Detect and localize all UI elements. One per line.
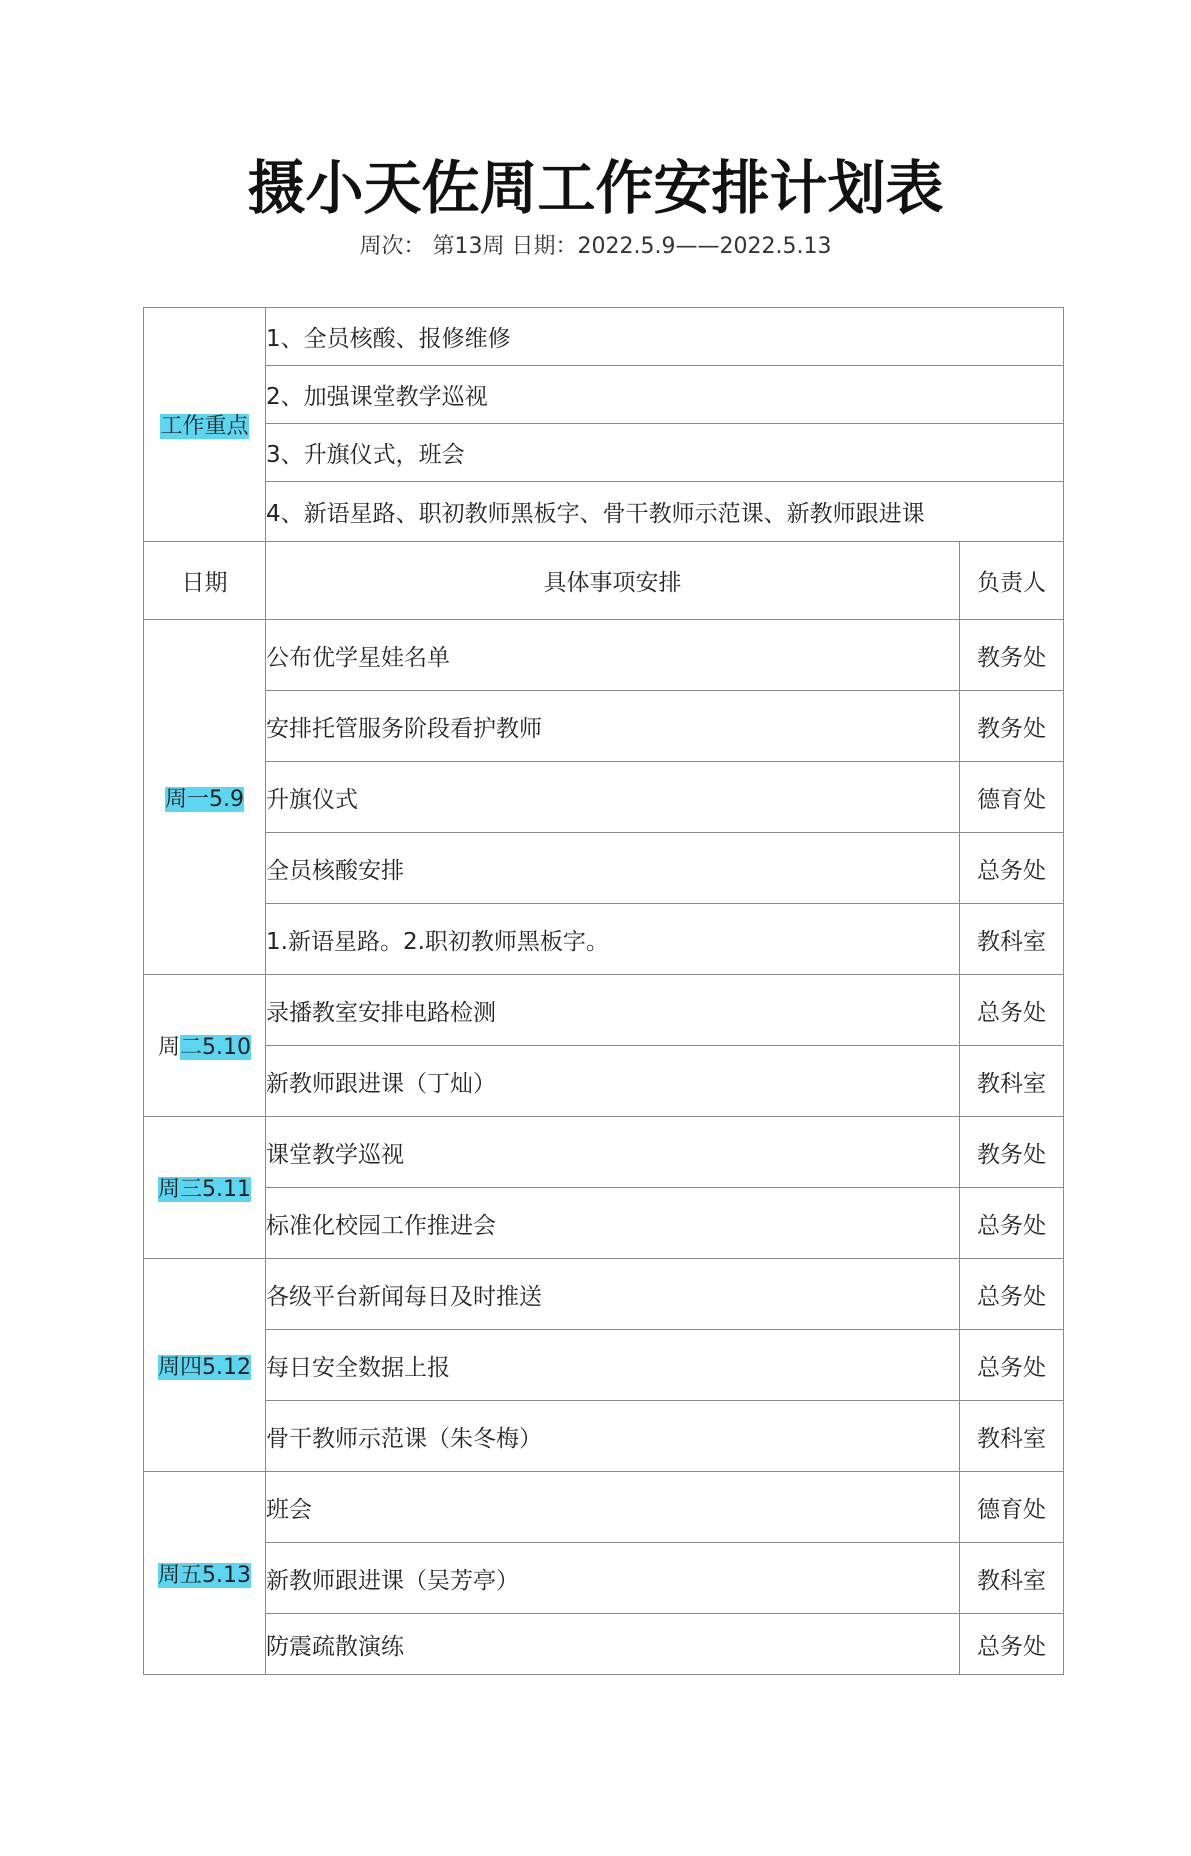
table-row <box>144 620 1064 691</box>
document-title: 摄小天佐周工作安排计划表 <box>247 154 944 222</box>
table-row <box>144 904 1064 975</box>
task-cell: 1.新语星路。2.职初教师黑板字。 <box>266 904 960 975</box>
table-row <box>144 833 1064 904</box>
table-row <box>144 1259 1064 1330</box>
table-row <box>144 1614 1064 1675</box>
task-cell: 各级平台新闻每日及时推送 <box>266 1259 960 1330</box>
owner-cell: 总务处 <box>960 833 1064 904</box>
task-cell: 新教师跟进课（吴芳亭） <box>266 1543 960 1614</box>
owner-cell: 德育处 <box>960 1472 1064 1543</box>
focus-row <box>144 366 1064 424</box>
day-cell-monday <box>144 620 266 975</box>
day-cell-tuesday <box>144 975 266 1117</box>
owner-cell: 教科室 <box>960 1543 1064 1614</box>
table-header-row <box>144 542 1064 620</box>
owner-cell: 教务处 <box>960 620 1064 691</box>
task-cell: 防震疏散演练 <box>266 1614 960 1675</box>
owner-cell: 总务处 <box>960 1330 1064 1401</box>
header-owner: 负责人 <box>960 542 1064 620</box>
focus-label: 工作重点 <box>160 414 249 439</box>
task-cell: 每日安全数据上报 <box>266 1330 960 1401</box>
task-cell: 课堂教学巡视 <box>266 1117 960 1188</box>
table-row <box>144 762 1064 833</box>
focus-item: 3、升旗仪式，班会 <box>266 424 1064 482</box>
owner-cell: 总务处 <box>960 1614 1064 1675</box>
task-cell: 升旗仪式 <box>266 762 960 833</box>
focus-row <box>144 308 1064 366</box>
task-cell: 公布优学星娃名单 <box>266 620 960 691</box>
focus-label-cell <box>144 308 266 542</box>
table-row <box>144 1117 1064 1188</box>
owner-cell: 德育处 <box>960 762 1064 833</box>
day-cell-friday <box>144 1472 266 1675</box>
header-date: 日期 <box>144 542 266 620</box>
focus-item: 2、加强课堂教学巡视 <box>266 366 1064 424</box>
task-cell: 全员核酸安排 <box>266 833 960 904</box>
owner-cell: 总务处 <box>960 975 1064 1046</box>
owner-cell: 总务处 <box>960 1259 1064 1330</box>
day-label: 周五5.13 <box>158 1562 251 1588</box>
table-row <box>144 1543 1064 1614</box>
owner-cell: 总务处 <box>960 1188 1064 1259</box>
day-label: 周一5.9 <box>165 786 244 812</box>
task-cell: 班会 <box>266 1472 960 1543</box>
owner-cell: 教务处 <box>960 691 1064 762</box>
table-row <box>144 1472 1064 1543</box>
day-cell-wednesday <box>144 1117 266 1259</box>
day-label: 周四5.12 <box>158 1354 251 1380</box>
owner-cell: 教务处 <box>960 1117 1064 1188</box>
focus-row <box>144 482 1064 542</box>
owner-cell: 教科室 <box>960 1401 1064 1472</box>
focus-row <box>144 424 1064 482</box>
table-row <box>144 1401 1064 1472</box>
task-cell: 新教师跟进课（丁灿） <box>266 1046 960 1117</box>
table-row <box>144 1188 1064 1259</box>
owner-cell: 教科室 <box>960 904 1064 975</box>
focus-item: 4、新语星路、职初教师黑板字、骨干教师示范课、新教师跟进课 <box>266 482 1064 542</box>
task-cell: 安排托管服务阶段看护教师 <box>266 691 960 762</box>
focus-item: 1、全员核酸、报修维修 <box>266 308 1064 366</box>
owner-cell: 教科室 <box>960 1046 1064 1117</box>
table-row <box>144 691 1064 762</box>
table-row <box>144 975 1064 1046</box>
day-label-highlight: 二5.10 <box>180 1035 251 1060</box>
task-cell: 标准化校园工作推进会 <box>266 1188 960 1259</box>
task-cell: 骨干教师示范课（朱冬梅） <box>266 1401 960 1472</box>
header-task: 具体事项安排 <box>266 542 960 620</box>
table-row <box>144 1330 1064 1401</box>
day-label: 周三5.11 <box>158 1177 251 1202</box>
weekly-plan-table <box>143 307 1064 1675</box>
table-row <box>144 1046 1064 1117</box>
day-label-prefix: 周 <box>157 1035 180 1060</box>
document-subtitle: 周次： 第13周 日期：2022.5.9——2022.5.13 <box>359 234 832 259</box>
task-cell: 录播教室安排电路检测 <box>266 975 960 1046</box>
day-cell-thursday <box>144 1259 266 1472</box>
